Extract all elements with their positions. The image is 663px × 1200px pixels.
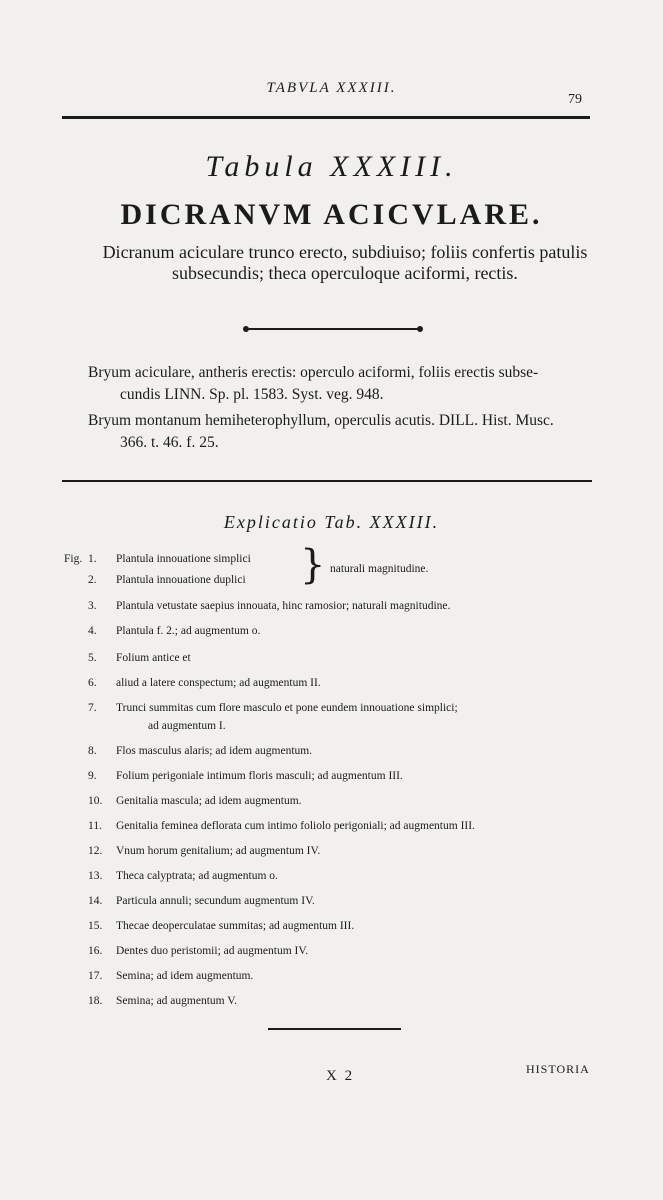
- figure-number: 7.: [88, 702, 97, 714]
- figure-description: Semina; ad augmentum V.: [116, 995, 237, 1007]
- species-diagnosis: Dicranum aciculare trunco erecto, subdiuiso; foliis confertis patulis subsecundis; theca operculoque aciformi, rectis.: [102, 242, 588, 283]
- synonym-entry-dillenius: [88, 410, 593, 454]
- figure-description: Flos masculus alaris; ad idem augmentum.: [116, 745, 313, 757]
- figure-number: 12.: [88, 845, 103, 857]
- brace-caption: naturali magnitudine.: [330, 563, 429, 575]
- figure-description: Plantula vetustate saepius innouata, hinc ramosior; naturali magnitudine.: [116, 600, 451, 612]
- figure-description: Genitalia mascula; ad idem augmentum.: [116, 795, 302, 807]
- figure-description: Folium perigoniale intimum floris masculi; ad augmentum III.: [116, 770, 403, 782]
- end-rule: [268, 1028, 401, 1030]
- figure-description: Genitalia feminea deflorata cum intimo foliolo perigoniali; ad augmentum III.: [116, 820, 475, 832]
- figure-description: Plantula innouatione duplici: [116, 574, 246, 586]
- figure-number: 8.: [88, 745, 97, 757]
- figure-description: Vnum horum genitalium; ad augmentum IV.: [116, 845, 321, 857]
- synonym-line: Bryum montanum hemiheterophyllum, operculis acutis. DILL. Hist. Musc.: [88, 412, 554, 429]
- figure-item: [88, 845, 320, 857]
- figure-item: [88, 820, 475, 832]
- figure-number: 13.: [88, 870, 103, 882]
- figure-number: 16.: [88, 945, 103, 957]
- figure-item: [88, 920, 354, 932]
- synonym-line: Bryum aciculare, antheris erectis: operculo aciformi, foliis erectis subse-: [88, 364, 539, 381]
- figure-item: [88, 995, 237, 1007]
- figure-number: 3.: [88, 600, 97, 612]
- figure-number: 2.: [88, 574, 97, 586]
- figure-number: 10.: [88, 795, 103, 807]
- figure-item: [88, 970, 253, 982]
- brace-symbol: }: [300, 542, 326, 588]
- figure-number: 5.: [88, 652, 97, 664]
- catchword: HISTORIA: [526, 1062, 590, 1076]
- species-title: DICRANVM ACICVLARE.: [120, 198, 543, 231]
- section-rule: [62, 480, 592, 482]
- fig-label: Fig.: [64, 553, 83, 565]
- explanation-title: Explicatio Tab. XXXIII.: [223, 512, 440, 532]
- figure-description: Folium antice et: [116, 652, 191, 664]
- figure-description-continuation: ad augmentum I.: [148, 720, 226, 732]
- figure-number: 15.: [88, 920, 103, 932]
- figure-item: [88, 895, 315, 907]
- figure-description: Trunci summitas cum flore masculo et pone eundem innouatione simplici;: [116, 702, 458, 714]
- figure-description: Plantula f. 2.; ad augmentum o.: [116, 625, 261, 637]
- figure-item: [88, 702, 458, 714]
- figure-number: 17.: [88, 970, 103, 982]
- figure-item: [88, 770, 403, 782]
- figure-number: 4.: [88, 625, 97, 637]
- figure-description: Particula annuli; secundum augmentum IV.: [116, 895, 315, 907]
- synonym-entry-linnaeus: [88, 362, 593, 406]
- figure-number: 11.: [88, 820, 102, 832]
- figure-number: 14.: [88, 895, 103, 907]
- figure-description: Thecae deoperculatae summitas; ad augmentum III.: [116, 920, 355, 932]
- plate-title: Tabula XXXIII.: [205, 150, 458, 183]
- running-head: TABVLA XXXIII.: [266, 80, 397, 96]
- figure-item: [88, 600, 450, 612]
- figure-item: [88, 795, 302, 807]
- figure-item: [88, 625, 260, 637]
- ornament-dot-right: [417, 326, 423, 332]
- figure-number: 18.: [88, 995, 103, 1007]
- figure-item: [88, 945, 308, 957]
- synonym-line: 366. t. 46. f. 25.: [120, 434, 219, 451]
- signature-mark: X 2: [326, 1068, 355, 1084]
- figure-item: [88, 677, 321, 689]
- synonym-line: cundis LINN. Sp. pl. 1583. Syst. veg. 948.: [120, 386, 384, 403]
- figure-item: [88, 553, 251, 565]
- figure-description: Theca calyptrata; ad augmentum o.: [116, 870, 278, 882]
- figure-item: [88, 574, 246, 586]
- figure-description: Plantula innouatione simplici: [116, 553, 251, 565]
- figure-item: [88, 870, 278, 882]
- figure-description: Semina; ad idem augmentum.: [116, 970, 254, 982]
- figure-item: [88, 652, 191, 664]
- figure-description: aliud a latere conspectum; ad augmentum II.: [116, 677, 321, 689]
- figure-number: 9.: [88, 770, 97, 782]
- page-number: 79: [568, 92, 582, 107]
- figure-description: Dentes duo peristomii; ad augmentum IV.: [116, 945, 309, 957]
- figure-number: 6.: [88, 677, 97, 689]
- ornamental-rule: [243, 326, 423, 332]
- figure-item: [88, 745, 312, 757]
- head-rule: [62, 116, 590, 119]
- figure-number: 1.: [88, 553, 97, 565]
- ornament-bar: [249, 328, 417, 330]
